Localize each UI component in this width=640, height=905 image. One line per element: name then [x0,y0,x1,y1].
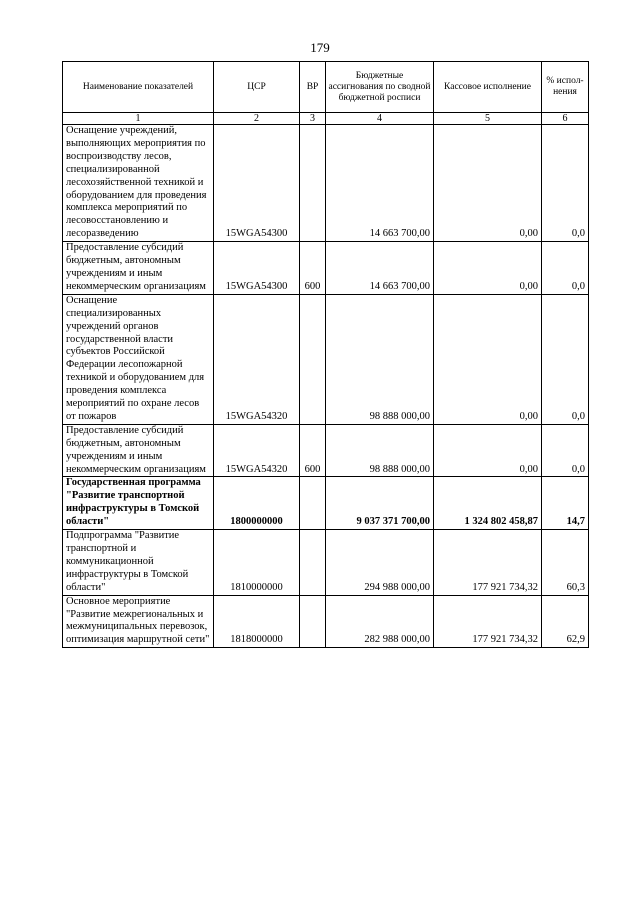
row-vr: 600 [300,242,326,295]
row-csr: 15WGA54320 [214,424,300,477]
budget-table [62,61,589,648]
row-assignment: 98 888 000,00 [326,294,434,424]
column-number: 6 [542,113,589,125]
header-assignments: Бюджетные ассигнования по сводной бюджетной росписи [326,62,434,113]
row-name: Государственная программа "Развитие транспортной инфраструктуры в Томской области" [63,477,214,530]
row-assignment: 282 988 000,00 [326,595,434,648]
row-vr [300,477,326,530]
row-name: Оснащение учреждений, выполняющих мероприятия по воспроизводству лесов, специализированной лесохозяйственной техникой и оборудованием для проведения комплекса мероприятий по лесовосстановлению и лесоразведению [63,125,214,242]
row-name: Предоставление субсидий бюджетным, автономным учреждениям и иным некоммерческим организациям [63,424,214,477]
page-number: 179 [310,40,330,55]
table-row [63,424,589,477]
table-row [63,294,589,424]
column-number: 3 [300,113,326,125]
header-name: Наименование показателей [63,62,214,113]
row-csr: 1818000000 [214,595,300,648]
row-percent: 60,3 [542,530,589,596]
column-number: 5 [434,113,542,125]
column-number: 1 [63,113,214,125]
row-name: Предоставление субсидий бюджетным, автономным учреждениям и иным некоммерческим организациям [63,242,214,295]
row-assignment: 294 988 000,00 [326,530,434,596]
row-csr: 15WGA54300 [214,242,300,295]
row-percent: 0,0 [542,424,589,477]
header-row [63,62,589,113]
row-csr: 1810000000 [214,530,300,596]
row-vr: 600 [300,424,326,477]
row-cash: 0,00 [434,294,542,424]
row-percent: 0,0 [542,242,589,295]
row-csr: 15WGA54300 [214,125,300,242]
column-number-row [63,113,589,125]
table-row [63,125,589,242]
row-assignment: 14 663 700,00 [326,125,434,242]
row-vr [300,294,326,424]
table-row [63,530,589,596]
row-cash: 0,00 [434,125,542,242]
row-vr [300,595,326,648]
row-cash: 0,00 [434,424,542,477]
row-cash: 177 921 734,32 [434,595,542,648]
row-assignment: 14 663 700,00 [326,242,434,295]
header-csr: ЦСР [214,62,300,113]
row-name: Подпрограмма "Развитие транспортной и коммуникационной инфраструктуры в Томской области" [63,530,214,596]
row-name: Оснащение специализированных учреждений органов государственной власти субъектов Российской Федерации лесопожарной техникой и оборудованием для проведения комплекса мероприятий по охране лесов от пожаров [63,294,214,424]
table-row [63,595,589,648]
column-number: 2 [214,113,300,125]
row-cash: 0,00 [434,242,542,295]
row-csr: 15WGA54320 [214,294,300,424]
header-cash-execution: Кассовое исполнение [434,62,542,113]
table-row-program [63,477,589,530]
row-cash: 1 324 802 458,87 [434,477,542,530]
row-assignment: 9 037 371 700,00 [326,477,434,530]
row-csr: 1800000000 [214,477,300,530]
row-vr [300,125,326,242]
row-percent: 0,0 [542,294,589,424]
row-vr [300,530,326,596]
column-number: 4 [326,113,434,125]
row-percent: 62,9 [542,595,589,648]
header-percent: % испол-нения [542,62,589,113]
row-name: Основное мероприятие "Развитие межрегиональных и межмуниципальных перевозок, оптимизация маршрутной сети" [63,595,214,648]
row-percent: 0,0 [542,125,589,242]
row-cash: 177 921 734,32 [434,530,542,596]
table-row [63,242,589,295]
row-assignment: 98 888 000,00 [326,424,434,477]
row-percent: 14,7 [542,477,589,530]
header-vr: ВР [300,62,326,113]
